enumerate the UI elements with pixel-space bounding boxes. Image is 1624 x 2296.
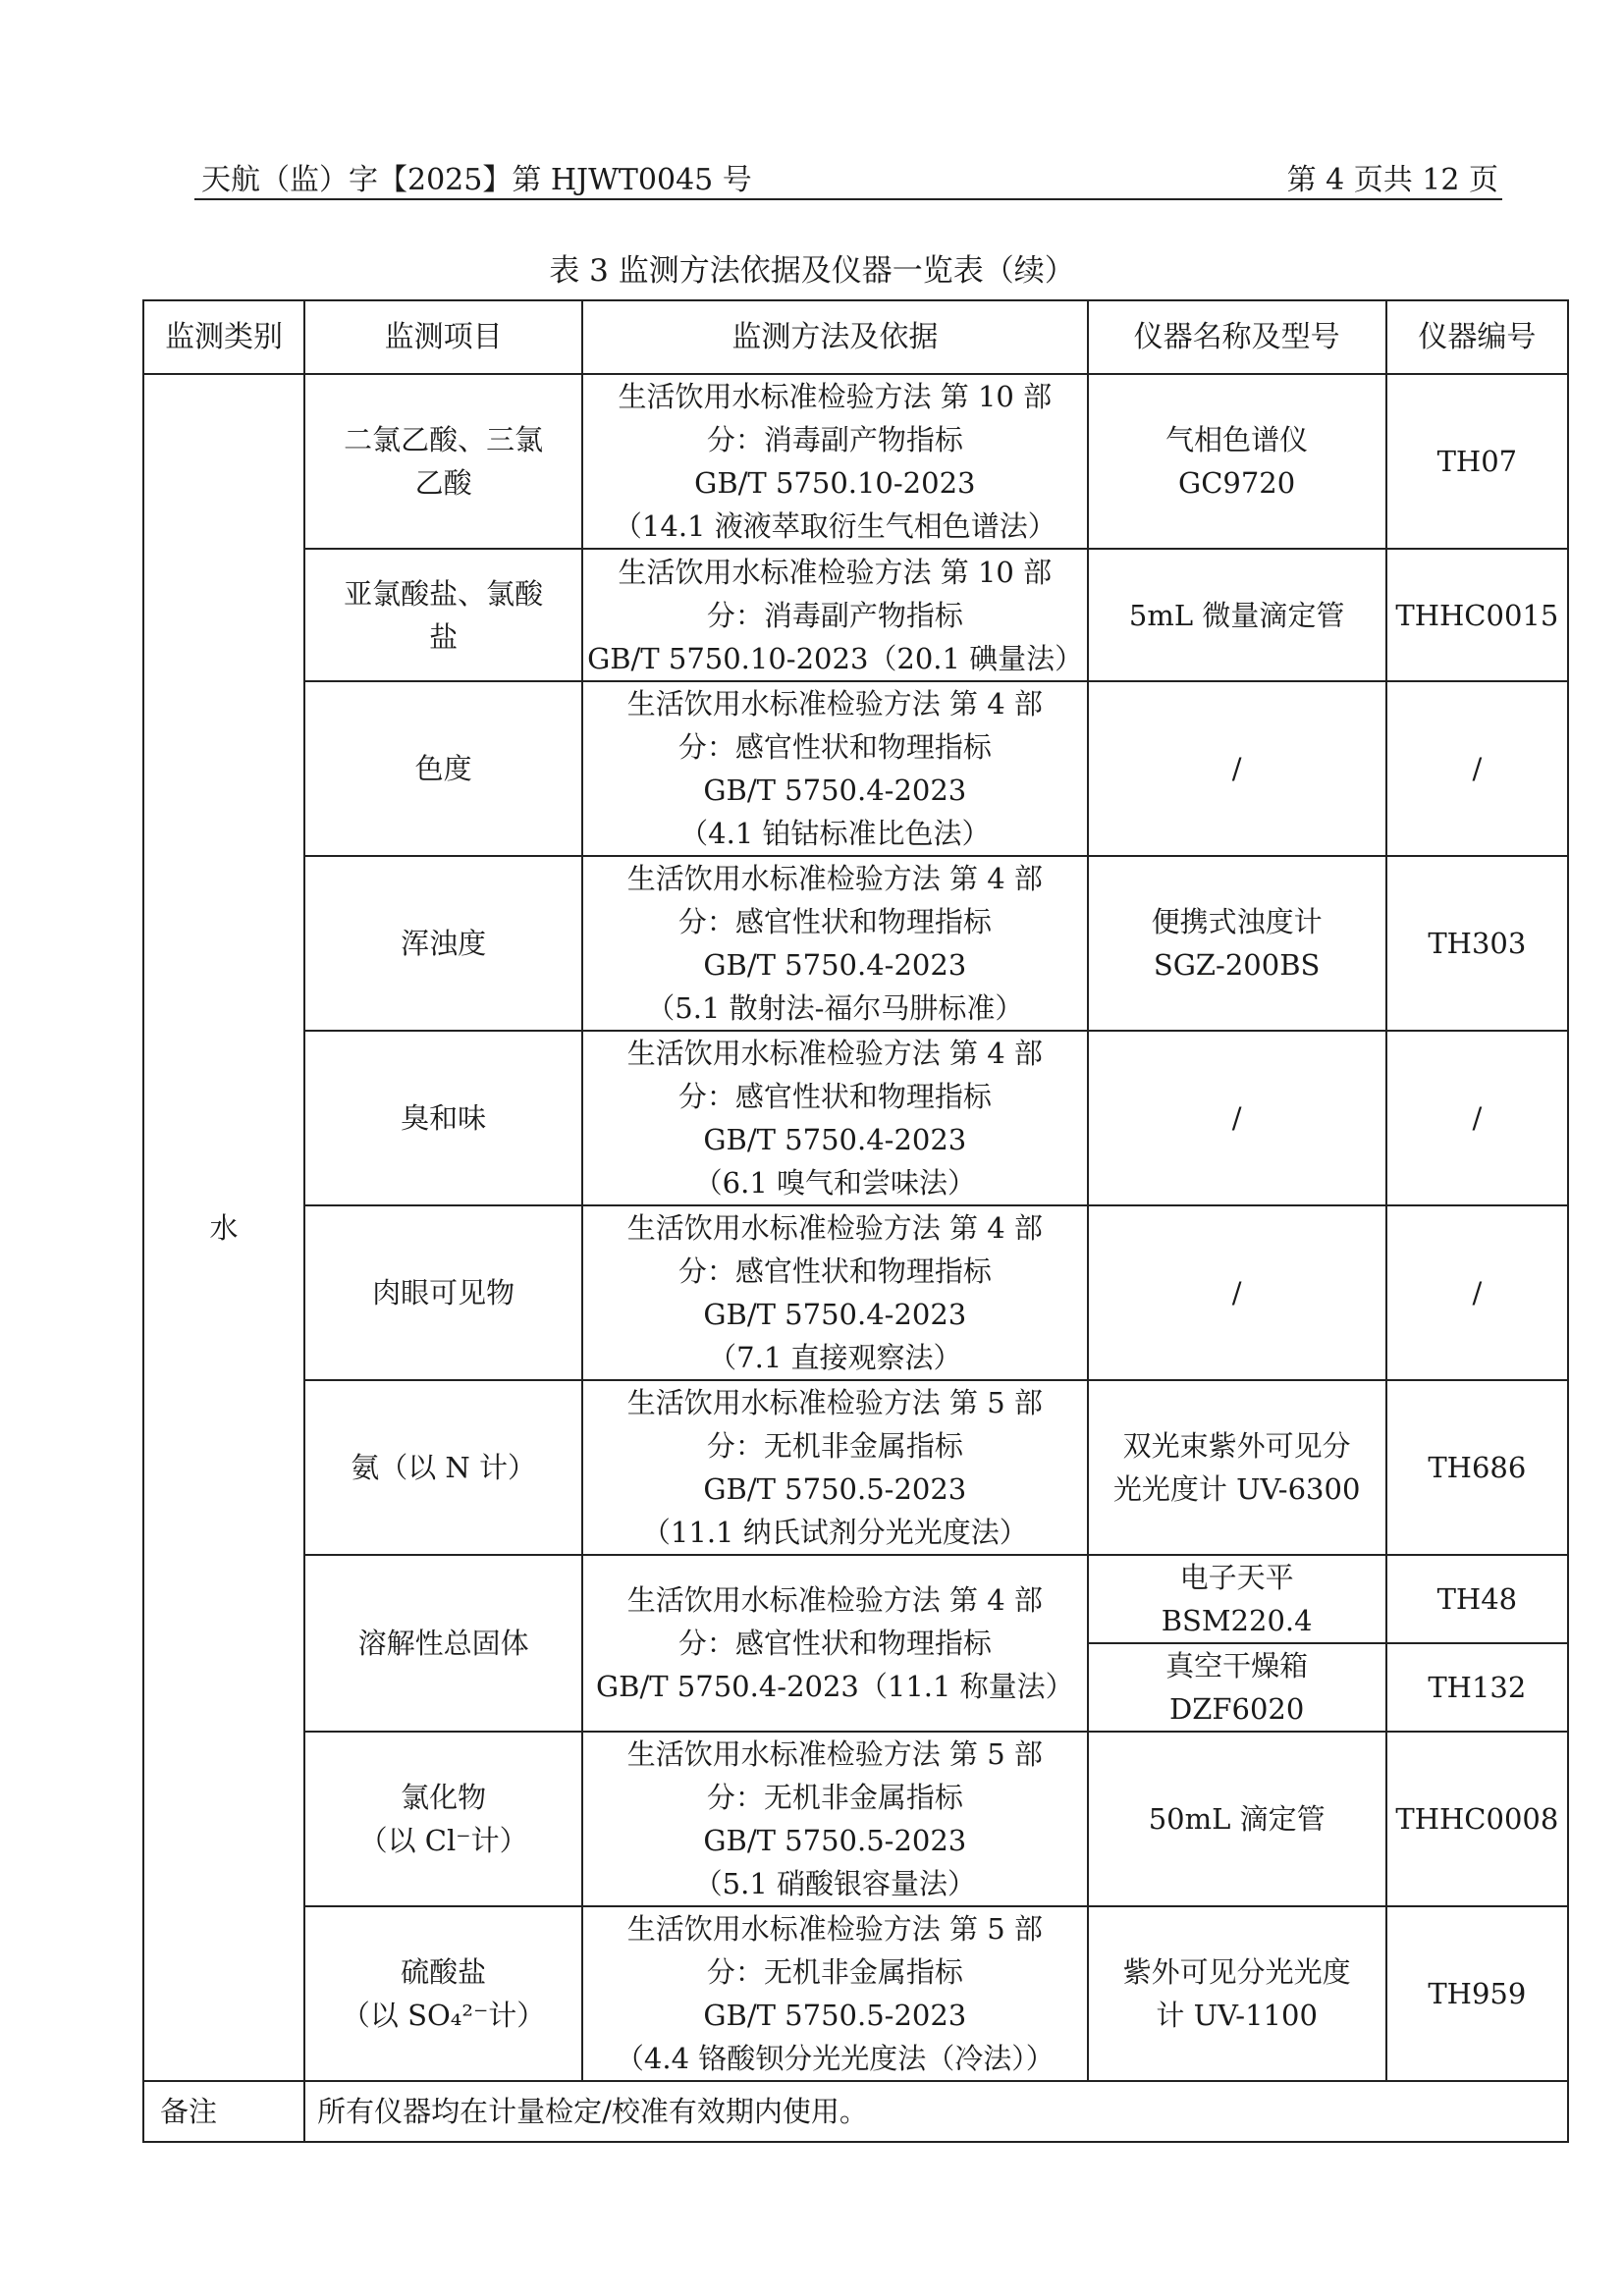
item-line: 臭和味 xyxy=(401,1101,487,1135)
instrument-number-cell: TH132 xyxy=(1386,1643,1568,1732)
item-cell xyxy=(304,549,582,681)
instrument-line: / xyxy=(1231,1276,1242,1309)
instrument-cell xyxy=(1088,1555,1386,1643)
method-cell xyxy=(582,1380,1088,1555)
item-cell xyxy=(304,1906,582,2081)
instrument-line: 便携式浊度计 xyxy=(1151,905,1323,938)
method-line: GB/T 5750.5-2023 xyxy=(703,1824,967,1857)
instrument-cell xyxy=(1088,1380,1386,1555)
table-row xyxy=(143,1555,1568,1643)
item-cell xyxy=(304,1555,582,1732)
method-line: 分：感官性状和物理指标 xyxy=(677,1255,992,1288)
table-row xyxy=(143,1205,1568,1380)
instrument-number-cell: TH686 xyxy=(1386,1380,1568,1555)
instrument-number-cell: / xyxy=(1386,681,1568,856)
item-cell xyxy=(304,1031,582,1205)
method-line: 分：消毒副产物指标 xyxy=(706,423,963,456)
document-number: 天航（监）字【2025】第 HJWT0045 号 xyxy=(201,163,752,197)
instrument-number-cell: TH303 xyxy=(1386,856,1568,1031)
instrument-line: 光光度计 UV-6300 xyxy=(1112,1472,1361,1506)
method-line: （4.1 铂钴标准比色法） xyxy=(679,817,991,850)
method-line: （7.1 直接观察法） xyxy=(708,1341,962,1374)
method-line: （4.4 铬酸钡分光光度法（冷法）） xyxy=(615,2042,1055,2075)
instrument-line: 电子天平 xyxy=(1179,1561,1294,1594)
method-line: GB/T 5750.4-2023 xyxy=(703,1123,967,1156)
method-cell xyxy=(582,1205,1088,1380)
method-cell xyxy=(582,1906,1088,2081)
method-line: 生活饮用水标准检验方法 第 4 部 xyxy=(626,687,1043,721)
table-row xyxy=(143,681,1568,856)
item-line: 氯化物 xyxy=(401,1781,487,1814)
instrument-number-cell: TH07 xyxy=(1386,374,1568,549)
instrument-line: 真空干燥箱 xyxy=(1165,1649,1309,1682)
method-line: 分：无机非金属指标 xyxy=(706,1429,963,1463)
monitoring-methods-table xyxy=(142,299,1569,2143)
method-cell xyxy=(582,1732,1088,1906)
item-cell xyxy=(304,1205,582,1380)
instrument-cell xyxy=(1088,1906,1386,2081)
item-cell xyxy=(304,856,582,1031)
method-cell xyxy=(582,549,1088,681)
instrument-cell xyxy=(1088,549,1386,681)
method-line: 分：感官性状和物理指标 xyxy=(677,905,992,938)
instrument-number-cell: / xyxy=(1386,1205,1568,1380)
method-line: 生活饮用水标准检验方法 第 5 部 xyxy=(626,1912,1043,1946)
method-line: （11.1 纳氏试剂分光光度法） xyxy=(641,1516,1028,1549)
method-line: （14.1 液液萃取衍生气相色谱法） xyxy=(613,509,1056,543)
instrument-cell xyxy=(1088,1205,1386,1380)
method-line: 生活饮用水标准检验方法 第 10 部 xyxy=(618,380,1053,413)
method-line: （5.1 散射法-福尔马肼标准） xyxy=(646,991,1024,1025)
column-header-item: 监测项目 xyxy=(304,300,582,374)
instrument-line: 5mL 微量滴定管 xyxy=(1128,598,1345,632)
method-line: 分：感官性状和物理指标 xyxy=(677,730,992,764)
item-line: （以 SO₄²⁻计） xyxy=(341,1999,546,2032)
instrument-line: / xyxy=(1231,1101,1242,1135)
instrument-cell xyxy=(1088,1031,1386,1205)
instrument-number-cell: THHC0008 xyxy=(1386,1732,1568,1906)
instrument-cell xyxy=(1088,856,1386,1031)
method-line: GB/T 5750.10-2023（20.1 碘量法） xyxy=(587,641,1084,675)
item-cell xyxy=(304,1732,582,1906)
method-line: GB/T 5750.4-2023 xyxy=(703,774,967,807)
instrument-line: DZF6020 xyxy=(1168,1692,1305,1726)
table-row xyxy=(143,1906,1568,2081)
item-cell xyxy=(304,1380,582,1555)
table-row xyxy=(143,856,1568,1031)
method-line: 生活饮用水标准检验方法 第 5 部 xyxy=(626,1386,1043,1419)
page-info: 第 4 页共 12 页 xyxy=(1286,163,1498,197)
method-line: GB/T 5750.5-2023 xyxy=(703,1472,967,1506)
table-title: 表 3 监测方法依据及仪器一览表（续） xyxy=(549,253,1075,289)
instrument-line: GC9720 xyxy=(1178,466,1296,500)
table-row xyxy=(143,1031,1568,1205)
method-line: GB/T 5750.4-2023 xyxy=(703,1298,967,1331)
item-cell xyxy=(304,374,582,549)
instrument-line: 双光束紫外可见分 xyxy=(1122,1429,1351,1463)
method-line: GB/T 5750.5-2023 xyxy=(703,1999,967,2032)
method-line: 分：感官性状和物理指标 xyxy=(677,1627,992,1660)
column-header-category: 监测类别 xyxy=(143,300,304,374)
method-line: 生活饮用水标准检验方法 第 4 部 xyxy=(626,1037,1043,1070)
column-header-instrument: 仪器名称及型号 xyxy=(1088,300,1386,374)
method-line: 分：感官性状和物理指标 xyxy=(677,1080,992,1113)
instrument-line: 计 UV-1100 xyxy=(1156,1999,1318,2032)
method-line: 分：消毒副产物指标 xyxy=(706,598,963,632)
method-cell xyxy=(582,681,1088,856)
table-row xyxy=(143,549,1568,681)
method-cell xyxy=(582,856,1088,1031)
instrument-number-cell: TH48 xyxy=(1386,1555,1568,1643)
table-row xyxy=(143,1732,1568,1906)
method-line: 生活饮用水标准检验方法 第 10 部 xyxy=(618,555,1053,589)
column-header-instrument-number: 仪器编号 xyxy=(1386,300,1568,374)
remarks-text: 所有仪器均在计量检定/校准有效期内使用。 xyxy=(304,2081,1568,2142)
instrument-line: 紫外可见分光光度 xyxy=(1122,1955,1351,1989)
method-cell xyxy=(582,374,1088,549)
instrument-cell xyxy=(1088,1643,1386,1732)
instrument-line: 50mL 滴定管 xyxy=(1148,1802,1326,1836)
table-row xyxy=(143,374,1568,549)
instrument-cell xyxy=(1088,1732,1386,1906)
item-line: 二氯乙酸、三氯 xyxy=(344,423,544,456)
column-header-method: 监测方法及依据 xyxy=(582,300,1088,374)
category-cell: 水 xyxy=(143,374,304,2081)
item-line: 亚氯酸盐、氯酸 xyxy=(344,576,544,611)
item-line: 溶解性总固体 xyxy=(357,1627,529,1660)
item-line: 盐 xyxy=(429,619,459,654)
method-cell xyxy=(582,1031,1088,1205)
item-line: 硫酸盐 xyxy=(401,1955,487,1989)
method-line: 分：无机非金属指标 xyxy=(706,1781,963,1814)
method-line: （5.1 硝酸银容量法） xyxy=(693,1867,976,1900)
instrument-line: 气相色谱仪 xyxy=(1165,423,1309,456)
instrument-number-cell: TH959 xyxy=(1386,1906,1568,2081)
method-line: 生活饮用水标准检验方法 第 4 部 xyxy=(626,1211,1043,1245)
method-cell xyxy=(582,1555,1088,1732)
instrument-line: BSM220.4 xyxy=(1161,1604,1313,1637)
item-line: 肉眼可见物 xyxy=(372,1276,515,1309)
item-line: 乙酸 xyxy=(414,466,472,500)
instrument-number-cell: / xyxy=(1386,1031,1568,1205)
item-line: 氨（以 N 计） xyxy=(351,1451,536,1484)
table-header-row xyxy=(143,300,1568,374)
method-line: （6.1 嗅气和尝味法） xyxy=(693,1166,976,1200)
instrument-cell xyxy=(1088,681,1386,856)
item-line: （以 Cl⁻计） xyxy=(358,1824,528,1857)
method-line: GB/T 5750.4-2023 xyxy=(703,948,967,982)
remarks-row xyxy=(143,2081,1568,2142)
method-line: GB/T 5750.4-2023（11.1 称量法） xyxy=(595,1670,1074,1703)
method-line: 生活饮用水标准检验方法 第 5 部 xyxy=(626,1737,1043,1771)
instrument-number-cell: THHC0015 xyxy=(1386,549,1568,681)
method-line: 生活饮用水标准检验方法 第 4 部 xyxy=(626,862,1043,895)
method-line: 分：无机非金属指标 xyxy=(706,1955,963,1989)
item-cell xyxy=(304,681,582,856)
table-row xyxy=(143,1380,1568,1555)
method-line: 生活饮用水标准检验方法 第 4 部 xyxy=(626,1583,1043,1617)
instrument-line: SGZ-200BS xyxy=(1153,948,1321,982)
method-line: GB/T 5750.10-2023 xyxy=(694,466,976,500)
header-divider xyxy=(194,198,1502,200)
item-line: 浑浊度 xyxy=(401,927,487,960)
remarks-label: 备注 xyxy=(143,2081,304,2142)
instrument-line: / xyxy=(1231,752,1242,785)
instrument-cell xyxy=(1088,374,1386,549)
item-line: 色度 xyxy=(414,752,472,785)
